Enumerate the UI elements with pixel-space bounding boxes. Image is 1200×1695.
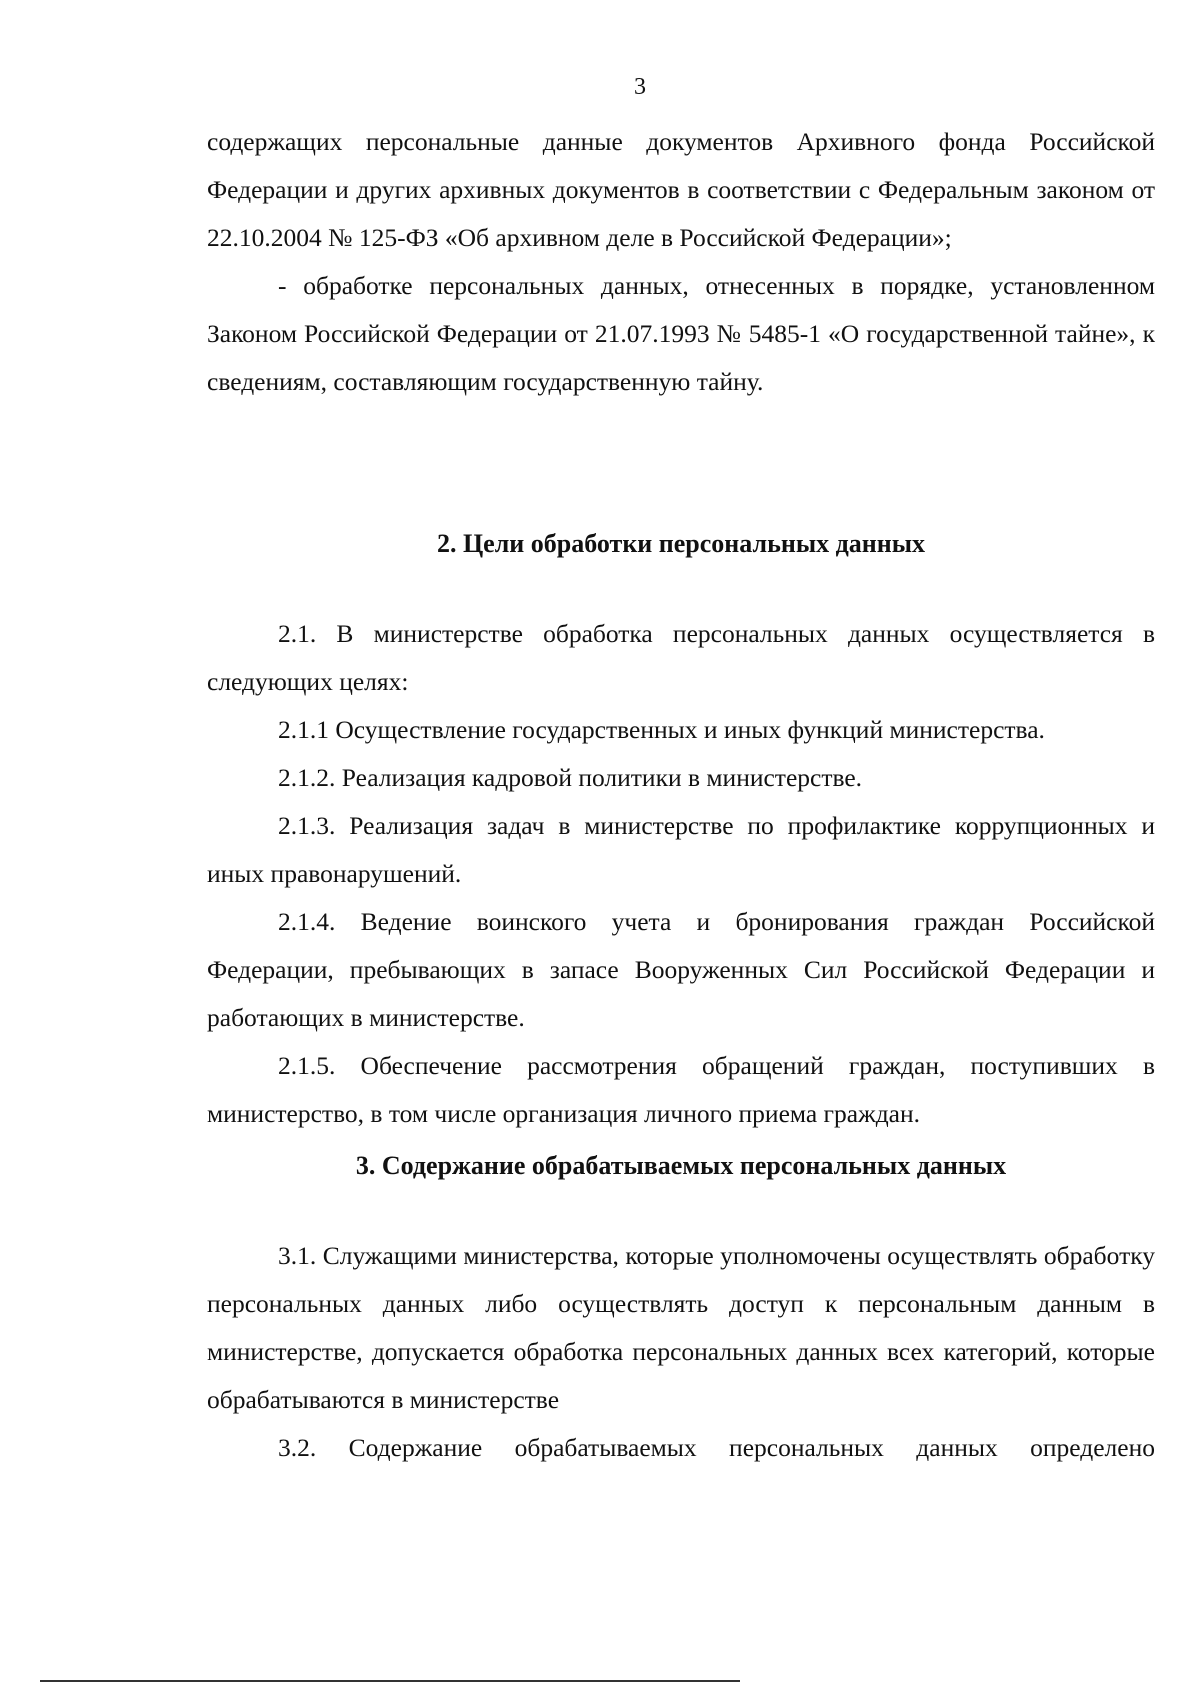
section-1-continuation xyxy=(207,118,1155,406)
paragraph-3-2: 3.2. Содержание обрабатываемых персональных данных определено xyxy=(278,1433,1155,1462)
section-3-heading: 3. Содержание обрабатываемых персональных данных xyxy=(355,1151,1007,1180)
section-2-body xyxy=(207,610,1155,1138)
paragraph-3-1: 3.1. Служащими министерства, которые уполномочены осуществлять обработку персональных данных либо осуществлять доступ к персональным данным в министерстве, допускается обработка персональных данных всех категорий, которые обрабатываются в министерстве xyxy=(207,1241,1155,1414)
paragraph-state-secret: - обработке персональных данных, отнесенных в порядке, установленном Законом Российской Федерации от 21.07.1993 № 5485-1 «О государственной тайне», к сведениям, составляющим государственную тайну. xyxy=(207,271,1155,396)
paragraph-2-1-3: 2.1.3. Реализация задач в министерстве по профилактике коррупционных и иных правонарушений. xyxy=(207,811,1155,888)
paragraph-2-1-1: 2.1.1 Осуществление государственных и иных функций министерства. xyxy=(278,715,1045,744)
paragraph-2-1-5: 2.1.5. Обеспечение рассмотрения обращений граждан, поступивших в министерство, в том числе организация личного приема граждан. xyxy=(207,1051,1155,1128)
page-number: 3 xyxy=(634,74,646,100)
paragraph-2-1: 2.1. В министерстве обработка персональных данных осуществляется в следующих целях: xyxy=(207,619,1155,696)
section-3-body xyxy=(207,1232,1155,1472)
paragraph-2-1-2: 2.1.2. Реализация кадровой политики в министерстве. xyxy=(278,763,863,792)
paragraph-archive-documents: содержащих персональные данные документов Архивного фонда Российской Федерации и других архивных документов в соответствии с Федеральным законом от 22.10.2004 № 125-ФЗ «Об архивном деле в Российской Федерации»; xyxy=(207,127,1155,252)
footer-rule xyxy=(40,1680,740,1682)
paragraph-2-1-4: 2.1.4. Ведение воинского учета и бронирования граждан Российской Федерации, пребывающих в запасе Вооруженных Сил Российской Федерации и работающих в министерстве. xyxy=(207,907,1155,1032)
section-2-heading: 2. Цели обработки персональных данных xyxy=(436,529,926,558)
